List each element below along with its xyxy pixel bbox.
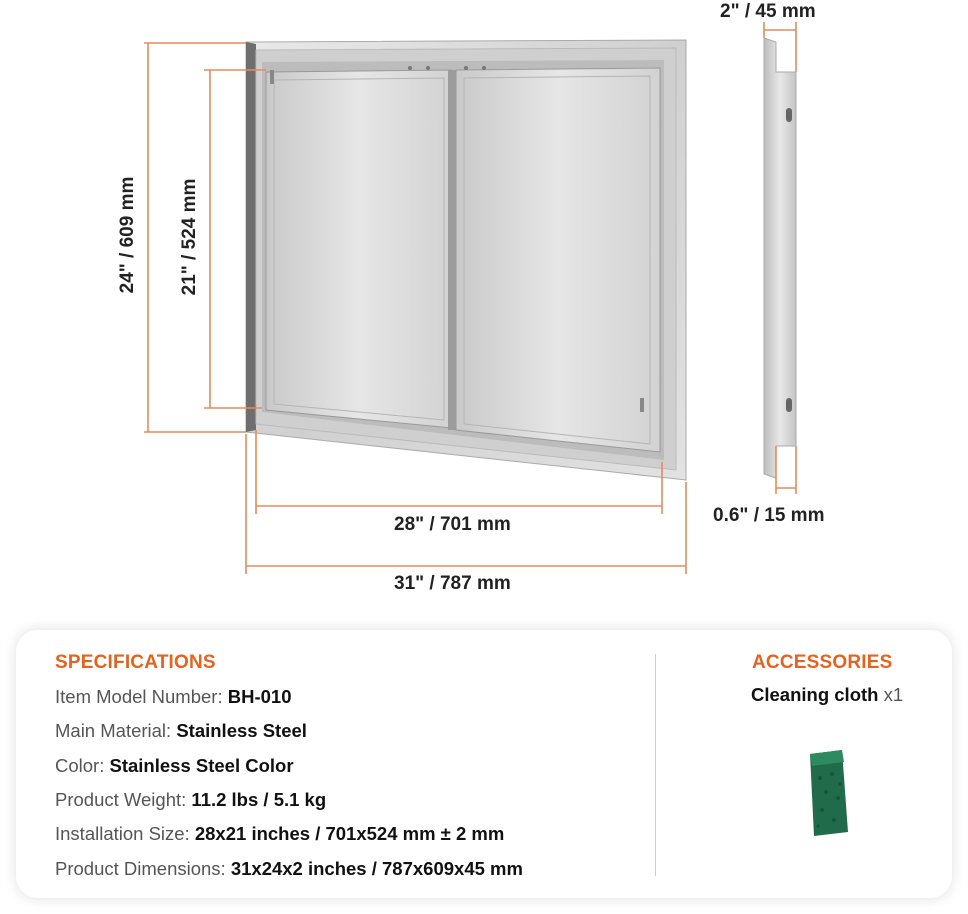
spec-value: 31x24x2 inches / 787x609x45 mm	[230, 858, 523, 879]
spec-value: BH-010	[227, 686, 292, 707]
spec-label: Color:	[55, 755, 110, 776]
spec-value: 11.2 lbs / 5.1 kg	[191, 789, 327, 810]
spec-row-model	[55, 686, 291, 708]
spec-value: 28x21 inches / 701x524 mm ± 2 mm	[194, 823, 505, 844]
spec-label: Installation Size:	[55, 823, 195, 844]
spec-label: Product Weight:	[55, 789, 192, 810]
accessory-item	[751, 684, 903, 706]
spec-label: Main Material:	[55, 720, 177, 741]
spec-row-dimensions	[55, 858, 523, 880]
spec-value: Stainless Steel Color	[109, 755, 294, 776]
door-width-label: 28" / 701 mm	[394, 514, 511, 535]
accessory-quantity: x1	[883, 684, 904, 705]
accessory-name: Cleaning cloth	[751, 684, 879, 705]
spec-label: Product Dimensions:	[55, 858, 231, 879]
spec-label: Item Model Number:	[55, 686, 228, 707]
specifications-card	[16, 630, 952, 898]
flange-label: 0.6" / 15 mm	[713, 505, 825, 526]
accessories-title: ACCESSORIES	[752, 652, 893, 673]
depth-label: 2" / 45 mm	[720, 1, 816, 22]
spec-row-color	[55, 755, 294, 777]
overall-height-label: 24" / 609 mm	[117, 176, 138, 294]
doors	[262, 60, 664, 460]
side-profile	[764, 38, 796, 478]
spec-row-installation-size	[55, 823, 504, 845]
door-height-label: 21" / 524 mm	[179, 178, 200, 296]
spec-row-weight	[55, 789, 326, 811]
spec-row-material	[55, 720, 307, 742]
spec-value: Stainless Steel	[176, 720, 307, 741]
section-divider	[655, 654, 656, 876]
specifications-title: SPECIFICATIONS	[55, 652, 216, 673]
cleaning-cloth-image	[802, 748, 854, 840]
overall-width-label: 31" / 787 mm	[394, 573, 511, 594]
